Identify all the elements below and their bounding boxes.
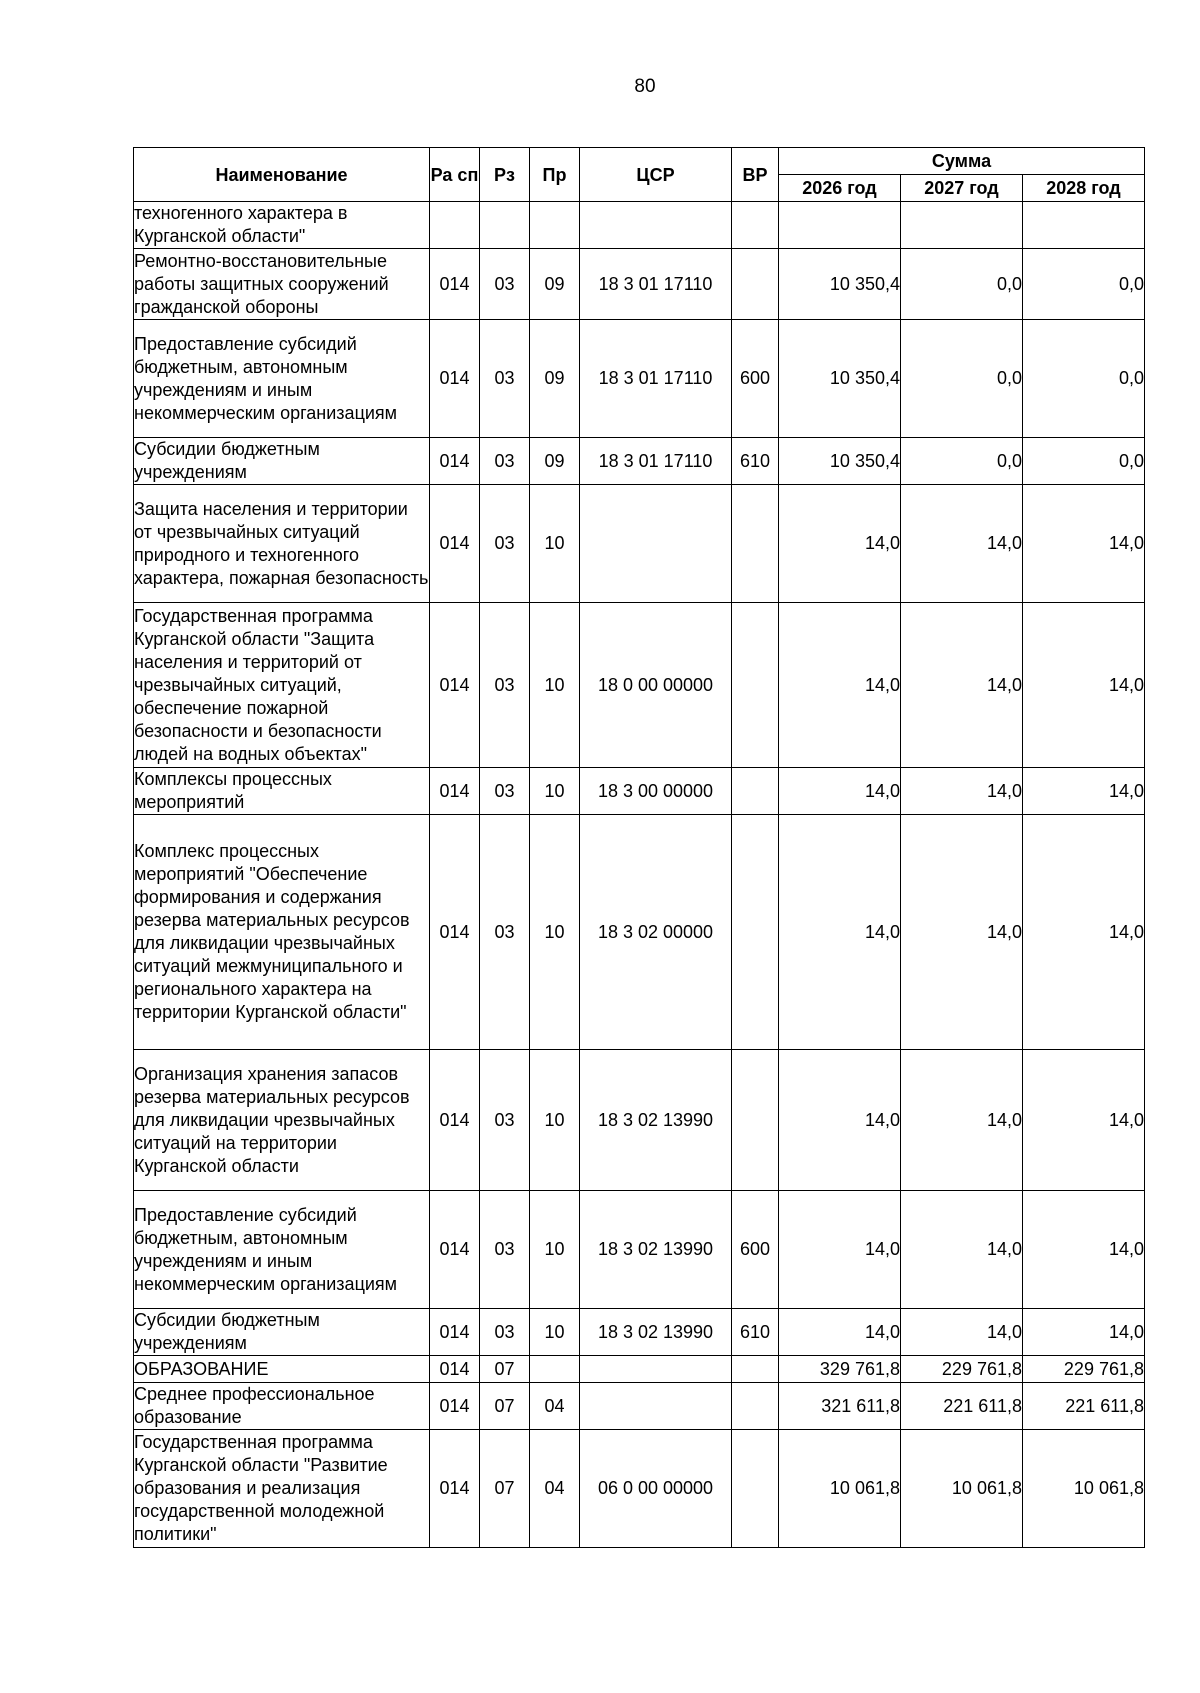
row-sum-2026: 14,0 <box>779 768 901 815</box>
header-year-2026: 2026 год <box>779 175 901 202</box>
row-csr: 06 0 00 00000 <box>580 1430 732 1548</box>
row-csr: 18 3 02 00000 <box>580 815 732 1050</box>
row-vr <box>732 202 779 249</box>
row-sum-2026: 329 761,8 <box>779 1356 901 1383</box>
row-sum-2027: 14,0 <box>901 1050 1023 1191</box>
row-sum-2027: 221 611,8 <box>901 1383 1023 1430</box>
header-rz: Рз <box>480 148 530 202</box>
row-rasp: 014 <box>430 603 480 768</box>
header-year-2027: 2027 год <box>901 175 1023 202</box>
row-vr <box>732 1356 779 1383</box>
row-sum-2027: 14,0 <box>901 603 1023 768</box>
row-sum-2028: 0,0 <box>1023 249 1145 320</box>
row-vr <box>732 768 779 815</box>
row-rasp <box>430 202 480 249</box>
row-csr <box>580 202 732 249</box>
table-body <box>134 202 1145 1548</box>
row-sum-2026: 10 350,4 <box>779 438 901 485</box>
row-csr: 18 3 01 17110 <box>580 249 732 320</box>
row-pr: 10 <box>530 485 580 603</box>
row-pr: 09 <box>530 249 580 320</box>
row-csr: 18 3 02 13990 <box>580 1050 732 1191</box>
row-sum-2028: 14,0 <box>1023 485 1145 603</box>
row-vr <box>732 485 779 603</box>
row-sum-2027: 14,0 <box>901 485 1023 603</box>
row-name: техногенного характера в Курганской области" <box>134 202 430 249</box>
row-csr: 18 3 01 17110 <box>580 438 732 485</box>
row-pr <box>530 202 580 249</box>
row-csr <box>580 1356 732 1383</box>
row-name: Комплекс процессных мероприятий "Обеспечение формирования и содержания резерва материальных ресурсов для ликвидации чрезвычайных ситуаций межмуниципального и регионального характера на территории Курганской области" <box>134 815 430 1050</box>
row-rasp: 014 <box>430 485 480 603</box>
row-sum-2026: 321 611,8 <box>779 1383 901 1430</box>
row-sum-2027: 14,0 <box>901 815 1023 1050</box>
row-sum-2026: 14,0 <box>779 815 901 1050</box>
row-vr <box>732 1383 779 1430</box>
row-name: Субсидии бюджетным учреждениям <box>134 438 430 485</box>
row-sum-2026: 14,0 <box>779 1050 901 1191</box>
row-sum-2028 <box>1023 202 1145 249</box>
row-name: Среднее профессиональное образование <box>134 1383 430 1430</box>
row-sum-2027 <box>901 202 1023 249</box>
row-sum-2027: 14,0 <box>901 1309 1023 1356</box>
row-sum-2027: 0,0 <box>901 249 1023 320</box>
table-row <box>134 320 1145 438</box>
row-sum-2026 <box>779 202 901 249</box>
row-rz: 03 <box>480 485 530 603</box>
header-sum: Сумма <box>779 148 1145 175</box>
row-rasp: 014 <box>430 249 480 320</box>
row-sum-2028: 0,0 <box>1023 320 1145 438</box>
row-sum-2028: 14,0 <box>1023 1309 1145 1356</box>
row-sum-2028: 14,0 <box>1023 603 1145 768</box>
row-sum-2026: 10 350,4 <box>779 249 901 320</box>
table-row <box>134 1356 1145 1383</box>
row-sum-2026: 14,0 <box>779 603 901 768</box>
header-rasp <box>430 148 480 202</box>
row-rz <box>480 202 530 249</box>
row-csr: 18 3 02 13990 <box>580 1191 732 1309</box>
row-sum-2028: 229 761,8 <box>1023 1356 1145 1383</box>
row-rasp: 014 <box>430 768 480 815</box>
row-csr: 18 0 00 00000 <box>580 603 732 768</box>
row-rasp: 014 <box>430 1430 480 1548</box>
row-rasp: 014 <box>430 1309 480 1356</box>
row-pr: 10 <box>530 1191 580 1309</box>
row-pr: 04 <box>530 1430 580 1548</box>
row-name: Государственная программа Курганской области "Развитие образования и реализация государственной молодежной политики" <box>134 1430 430 1548</box>
row-pr: 10 <box>530 768 580 815</box>
budget-table <box>133 147 1145 1548</box>
row-sum-2027: 0,0 <box>901 320 1023 438</box>
row-vr <box>732 815 779 1050</box>
row-rasp: 014 <box>430 1356 480 1383</box>
row-rasp: 014 <box>430 815 480 1050</box>
row-csr: 18 3 00 00000 <box>580 768 732 815</box>
row-sum-2026: 14,0 <box>779 485 901 603</box>
row-pr: 10 <box>530 1050 580 1191</box>
header-vr: ВР <box>732 148 779 202</box>
row-rasp: 014 <box>430 320 480 438</box>
row-vr: 600 <box>732 320 779 438</box>
row-sum-2027: 0,0 <box>901 438 1023 485</box>
row-pr: 09 <box>530 320 580 438</box>
row-csr: 18 3 01 17110 <box>580 320 732 438</box>
row-sum-2028: 14,0 <box>1023 1050 1145 1191</box>
row-csr <box>580 485 732 603</box>
row-name: Комплексы процессных мероприятий <box>134 768 430 815</box>
row-pr: 04 <box>530 1383 580 1430</box>
row-name: Организация хранения запасов резерва материальных ресурсов для ликвидации чрезвычайных ситуаций на территории Курганской области <box>134 1050 430 1191</box>
header-csr: ЦСР <box>580 148 732 202</box>
row-rz: 07 <box>480 1430 530 1548</box>
header-pr: Пр <box>530 148 580 202</box>
table-row <box>134 249 1145 320</box>
row-pr: 10 <box>530 603 580 768</box>
table-row <box>134 1430 1145 1548</box>
row-name: Государственная программа Курганской области "Защита населения и территорий от чрезвычайных ситуаций, обеспечение пожарной безопасности и безопасности людей на водных объектах" <box>134 603 430 768</box>
row-rz: 03 <box>480 1191 530 1309</box>
row-sum-2028: 14,0 <box>1023 768 1145 815</box>
row-name: Защита населения и территории от чрезвычайных ситуаций природного и техногенного характера, пожарная безопасность <box>134 485 430 603</box>
header-year-2028: 2028 год <box>1023 175 1145 202</box>
row-sum-2028: 10 061,8 <box>1023 1430 1145 1548</box>
row-vr <box>732 603 779 768</box>
row-sum-2027: 14,0 <box>901 768 1023 815</box>
row-rasp: 014 <box>430 1383 480 1430</box>
table-row <box>134 768 1145 815</box>
table-row <box>134 1191 1145 1309</box>
row-vr <box>732 249 779 320</box>
row-name: ОБРАЗОВАНИЕ <box>134 1356 430 1383</box>
row-rz: 07 <box>480 1383 530 1430</box>
row-name: Ремонтно-восстановительные работы защитных сооружений гражданской обороны <box>134 249 430 320</box>
row-sum-2028: 14,0 <box>1023 1191 1145 1309</box>
row-sum-2026: 10 350,4 <box>779 320 901 438</box>
table-row <box>134 485 1145 603</box>
row-rz: 03 <box>480 815 530 1050</box>
row-rz: 03 <box>480 603 530 768</box>
row-rz: 03 <box>480 438 530 485</box>
table-row <box>134 815 1145 1050</box>
row-sum-2028: 0,0 <box>1023 438 1145 485</box>
table-row <box>134 438 1145 485</box>
row-rz: 07 <box>480 1356 530 1383</box>
row-csr: 18 3 02 13990 <box>580 1309 732 1356</box>
row-rz: 03 <box>480 1050 530 1191</box>
table-row <box>134 1309 1145 1356</box>
header-rasp-label: Ра сп <box>430 164 479 185</box>
table-row <box>134 202 1145 249</box>
row-csr <box>580 1383 732 1430</box>
row-pr <box>530 1356 580 1383</box>
table-row <box>134 603 1145 768</box>
row-name: Предоставление субсидий бюджетным, автономным учреждениям и иным некоммерческим организациям <box>134 1191 430 1309</box>
row-pr: 10 <box>530 1309 580 1356</box>
row-rz: 03 <box>480 1309 530 1356</box>
row-sum-2028: 221 611,8 <box>1023 1383 1145 1430</box>
row-sum-2026: 14,0 <box>779 1191 901 1309</box>
row-rasp: 014 <box>430 1050 480 1191</box>
page-number: 80 <box>634 76 656 97</box>
row-sum-2026: 10 061,8 <box>779 1430 901 1548</box>
row-name: Предоставление субсидий бюджетным, автономным учреждениям и иным некоммерческим организациям <box>134 320 430 438</box>
row-vr <box>732 1430 779 1548</box>
row-rasp: 014 <box>430 1191 480 1309</box>
row-name: Субсидии бюджетным учреждениям <box>134 1309 430 1356</box>
row-rz: 03 <box>480 249 530 320</box>
row-vr: 610 <box>732 1309 779 1356</box>
row-pr: 10 <box>530 815 580 1050</box>
row-sum-2026: 14,0 <box>779 1309 901 1356</box>
table-row <box>134 1050 1145 1191</box>
row-pr: 09 <box>530 438 580 485</box>
row-rz: 03 <box>480 320 530 438</box>
row-rz: 03 <box>480 768 530 815</box>
row-rasp: 014 <box>430 438 480 485</box>
row-vr: 600 <box>732 1191 779 1309</box>
row-vr: 610 <box>732 438 779 485</box>
table-row <box>134 1383 1145 1430</box>
row-sum-2028: 14,0 <box>1023 815 1145 1050</box>
header-name: Наименование <box>134 148 430 202</box>
row-sum-2027: 10 061,8 <box>901 1430 1023 1548</box>
row-sum-2027: 229 761,8 <box>901 1356 1023 1383</box>
row-sum-2027: 14,0 <box>901 1191 1023 1309</box>
row-vr <box>732 1050 779 1191</box>
